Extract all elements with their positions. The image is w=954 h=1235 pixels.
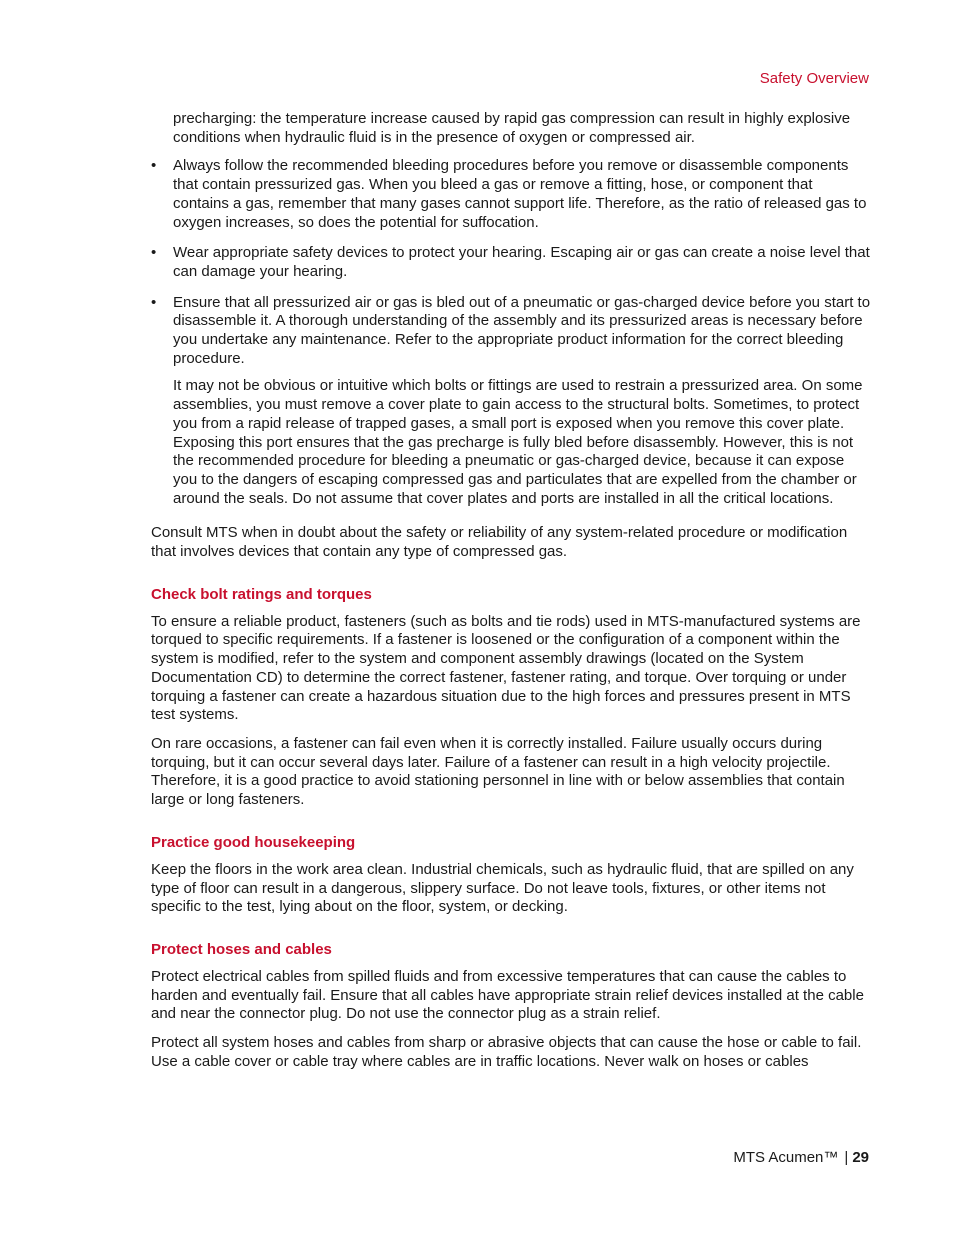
bullet-icon: • — [151, 244, 157, 262]
list-item-text: Always follow the recommended bleeding procedures before you remove or disassemble components that contain pressurized gas. When you bleed a gas or remove a fitting, hose, or component that contains a gas, remember that many gases cannot support life. Therefore, as the ratio of released gas to oxygen increases, so does the potential for suffocation. — [173, 157, 867, 231]
paragraph: To ensure a reliable product, fasteners (such as bolts and tie rods) used in MTS-manufactured systems are torqued to specific requirements. If a fastener is loosened or the configuration of a component within the system is modified, refer to the system and component assembly drawings (located on the System Documentation CD) to determine the correct fastener, fastener rating, and torque. Over torquing or under torquing a fastener can create a hazardous situation due to the high forces and pressures present in MTS test systems. — [151, 612, 861, 724]
running-header — [760, 70, 869, 89]
product-name: MTS Acumen™ — [733, 1149, 839, 1166]
bullet-icon: • — [151, 293, 157, 311]
section-title: Safety Overview — [759, 70, 869, 87]
section-heading-housekeeping: Practice good housekeeping — [151, 833, 356, 851]
list-item — [151, 157, 871, 232]
page-footer — [733, 1149, 869, 1168]
bullet-icon: • — [151, 157, 157, 175]
paragraph: On rare occasions, a fastener can fail even when it is correctly installed. Failure usually occurs during torquing, but it can occur several days later. Failure of a fastener can result in a high velocity projectile. Therefore, it is a good practice to avoid stationing personnel in line with or below assemblies that contain large or long fasteners. — [151, 734, 845, 809]
list-item — [151, 244, 871, 281]
consult-paragraph: Consult MTS when in doubt about the safety or reliability of any system-related procedure or modification that involves devices that contain any type of compressed gas. — [151, 524, 848, 561]
paragraph: Keep the floors in the work area clean. Industrial chemicals, such as hydraulic fluid, that are spilled on any type of floor can result in a dangerous, slippery surface. Do not leave tools, fixtures, or other items not specific to the test, lying about on the floor, system, or decking. — [151, 860, 854, 916]
page-body — [151, 110, 871, 1081]
list-item — [151, 294, 871, 509]
intro-paragraph: precharging: the temperature increase caused by rapid gas compression can result in highly explosive conditions when hydraulic fluid is in the presence of oxygen or compressed air. — [173, 110, 851, 146]
list-item-continuation: It may not be obvious or intuitive which bolts or fittings are used to restrain a pressurized area. On some assemblies, you must remove a cover plate to gain access to the structural bolts. Sometimes, to protect you from a rapid release of trapped gases, a small port is exposed when you remove this cover plate. Exposing this port ensures that the gas precharge is fully bled before disassembly. However, this is not the recommended procedure for bleeding a pneumatic or gas-charged device, because it can expose you to the dangers of escaping compressed gas and particulates that are expelled from the chamber or around the seals. Do not assume that cover plates and ports are installed in all the critical locations. — [173, 377, 863, 507]
list-item-text: Wear appropriate safety devices to protect your hearing. Escaping air or gas can create a noise level that can damage your hearing. — [173, 244, 870, 280]
section-heading-bolt-ratings: Check bolt ratings and torques — [151, 585, 372, 603]
paragraph: Protect all system hoses and cables from sharp or abrasive objects that can cause the hose or cable to fail. Use a cable cover or cable tray where cables are in traffic locations. Never walk on hoses or cables — [151, 1034, 862, 1070]
section-heading-hoses-cables: Protect hoses and cables — [151, 940, 332, 958]
list-item-text: Ensure that all pressurized air or gas is bled out of a pneumatic or gas-charged device before you start to disassemble it. A thorough understanding of the assembly and its pressurized areas is necessary before you undertake any maintenance. Refer to the appropriate product information for the correct bleeding procedure. — [173, 293, 871, 367]
paragraph: Protect electrical cables from spilled fluids and from excessive temperatures that can cause the cables to harden and eventually fail. Ensure that all cables have appropriate strain relief devices installed at the cable and near the connector plug. Do not use the connector plug as a strain relief. — [151, 967, 864, 1023]
safety-bullet-list — [151, 157, 871, 508]
page-number: 29 — [852, 1149, 869, 1166]
footer-separator: | — [844, 1149, 849, 1166]
